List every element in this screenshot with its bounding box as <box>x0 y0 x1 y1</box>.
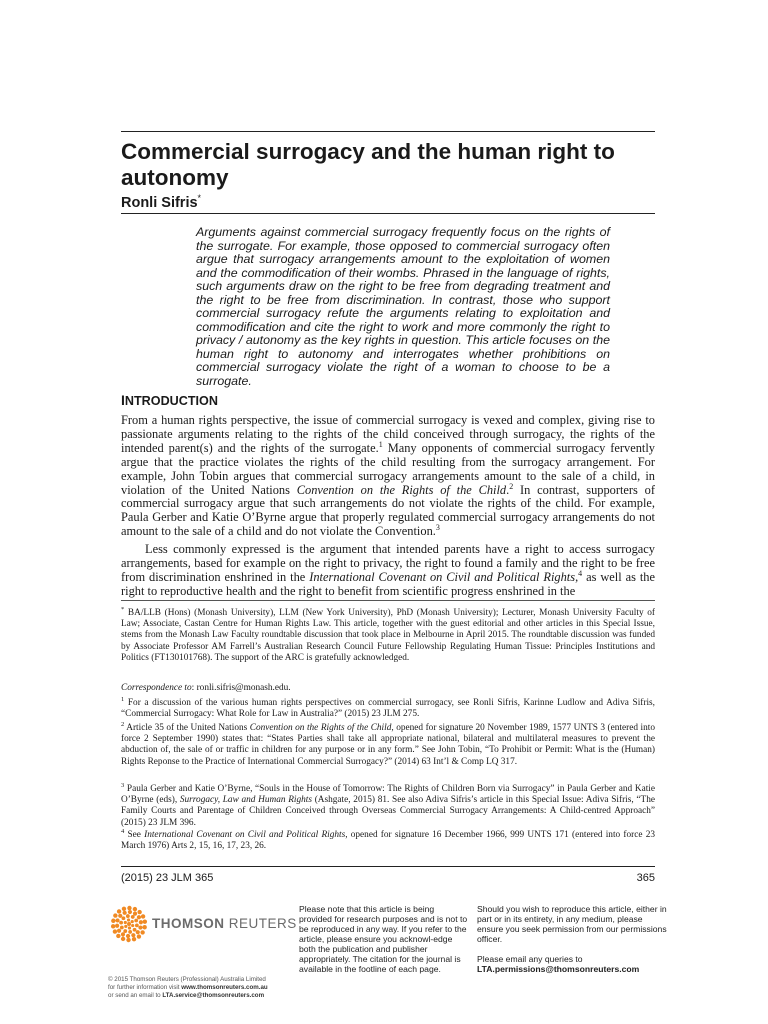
permissions-email-link[interactable]: LTA.permissions@thomsonreuters.com <box>477 964 640 974</box>
permissions-notice: Should you wish to reproduce this article, either in part or in its entirety, in any medium, please ensure you seek permission from our permissions officer. Please email any queries to LTA.permissions@thomsonreuters.com <box>477 904 667 974</box>
publisher-website-link[interactable]: www.thomsonreuters.com.au <box>181 984 268 991</box>
publisher-service-email-link[interactable]: LTA.service@thomsonreuters.com <box>162 992 265 999</box>
footnote-correspondence: Correspondence to: ronli.sifris@monash.edu. <box>121 683 291 693</box>
logo-dots <box>111 906 147 942</box>
footnote-3: $^3$ Paula Gerber and Katie O’Byrne, “Souls in the House of Tomorrow: The Rights of Children Born via Surrogacy” in Paula Gerber and Katie O’Byrne (eds), Surrogacy, Law and Human Rights (Ashgate, 2015) 81. See also Adiva Sifris’s article in this Special Issue: Adiva Sifris, “The Family Courts and Parentage of Children Conceived through Overseas Commercial Surrogacy Arrangements: A Child-centred Approach” (2015) 23 JLM 396. <box>121 781 655 828</box>
journal-citation: (2015) 23 JLM 365 <box>121 872 214 884</box>
footnote-ref-2[interactable]: 2 <box>509 481 514 491</box>
page-number: 365 <box>636 872 655 884</box>
footnote-ref-3[interactable]: 3 <box>435 523 440 533</box>
footer-rule <box>121 866 655 867</box>
section-heading-introduction <box>121 392 218 408</box>
footnote-ref-1[interactable]: 1 <box>378 439 383 449</box>
article-title: Commercial surrogacy and the human right to autonomy <box>121 139 615 190</box>
footnote-rule <box>121 600 655 601</box>
body-paragraph-2: Less commonly expressed is the argument that intended parents have a right to access surrogacy arrangements, based for example on the right to privacy, the right to found a family and the right to be free from discrimination enshrined in the International Covenant on Civil and Political Rights,$^4$ as well as the right to reproductive health and the right to benefit from scientific progress enshrined in the <box>121 542 655 598</box>
author-name <box>121 193 201 211</box>
top-rule <box>121 131 655 132</box>
publisher-copyright: © 2015 Thomson Reuters (Professional) Australia Limited for further information visit www.thomsonreuters.com.au or send an email to LTA.service@thomsonreuters.com <box>108 976 268 999</box>
footnote-author: * BA/LLB (Hons) (Monash University), LLM (New York University), PhD (Monash University); Lecturer, Monash University Faculty of Law; Associate, Castan Centre for Human Rights Law. This article, together with the guest editorial and other articles in this Special Issue, stems from the Monash Law Faculty roundtable discussion that took place in Melbourne in April 2015. The roundtable discussion was funded by Associate Professor AM Farrell’s Australian Research Council Future Fellowship Regulating Human Tissue: Principles Institutions and Politics (FT130101768). The support of the ARC is gratefully acknowledged. <box>121 605 655 663</box>
author-rule <box>121 213 655 214</box>
body-paragraph-1: From a human rights perspective, the issue of commercial surrogacy is vexed and complex, giving rise to passionate arguments relating to the rights of the child conceived through surrogacy, the rights of the intended parent(s) and the rights of the surrogate.$^1$ Many opponents of commercial surrogacy fervently argue that the practice violates the rights of the child resulting from the surrogacy arrangement. For example, John Tobin argues that commercial surrogacy arrangements amount to the sale of a child, in violation of the United Nations Convention on the Rights of the Child.$^2$ In contrast, supporters of commercial surrogacy argue that such arrangements do not violate the rights of the child. For example, Paula Gerber and Katie O’Byrne argue that properly regulated commercial surrogacy arrangements do not amount to the sale of a child and do not violate the Convention.$^3$ <box>121 413 655 539</box>
abstract: Arguments against commercial surrogacy frequently focus on the rights of the surrogate. For example, those opposed to commercial surrogacy often argue that surrogacy arrangements amount to the exploitation of women and the commodification of their wombs. Phrased in the language of rights, such arguments draw on the right to be free from degrading treatment and the right to be free from discrimination. In contrast, those who support commercial surrogacy refute the arguments relating to exploitation and commodification and cite the right to work and more commonly the right to privacy / autonomy as the key rights in question. This article focuses on the human right to autonomy and interrogates whether prohibitions on commercial surrogacy violate the right of a woman to choose to be a surrogate. <box>196 225 610 388</box>
section-heading-initial: I <box>121 392 125 408</box>
footnote-ref-4[interactable]: 4 <box>578 568 583 578</box>
research-use-notice: Please note that this article is being provided for research purposes and is not to be reproduced in any way. If you refer to the article, please ensure you acknowl-edge both the publication and publisher appropriately. The citation for the journal is available in the footline of each page. <box>299 904 468 974</box>
publisher-logo-text: THOMSON REUTERS <box>152 916 297 931</box>
author-text: Ronli Sifris <box>121 194 198 211</box>
thomson-reuters-logo-icon <box>108 903 150 945</box>
footnote-4: $^4$ See International Covenant on Civil and Political Rights, opened for signature 16 December 1966, 999 UNTS 171 (entered into force 23 March 1976) Arts 2, 15, 16, 17, 23, 26. <box>121 827 655 852</box>
footnote-1: $^1$ For a discussion of the various human rights perspectives on commercial surrogacy, see Ronli Sifris, Karinne Ludlow and Adiva Sifris, “Commercial Surrogacy: What Role for Law in Australia?” (2015) 23 JLM 275. <box>121 695 655 720</box>
footnote-2: $^2$ Article 35 of the United Nations Convention on the Rights of the Child, opened for signature 20 November 1989, 1577 UNTS 3 (entered into force 2 September 1990) states that: “States Parties shall take all appropriate national, bilateral and multilateral measures to prevent the abduction of, the sale of or traffic in children for any purpose or in any form.” See John Tobin, “To Prohibit or Permit: What is the (Human) Rights Reponse to the Practice of International Commercial Surrogacy?” (2014) 63 Int’l & Comp LQ 317. <box>121 720 655 767</box>
section-heading-rest: NTRODUCTION <box>124 394 218 408</box>
author-footnote-mark[interactable]: * <box>197 193 202 203</box>
